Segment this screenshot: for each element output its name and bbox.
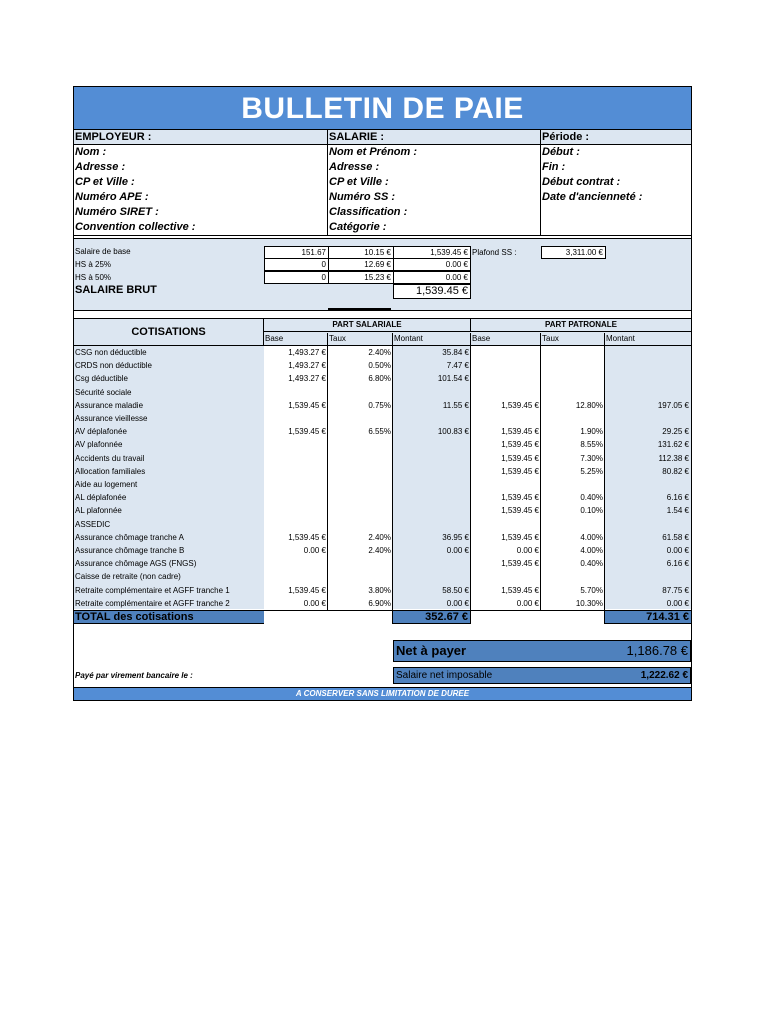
cotisation-st: 2.40% (368, 546, 391, 555)
cotisation-pt: 8.55% (580, 440, 603, 450)
total-patronal: 714.31 € (646, 611, 689, 623)
cotisation-pt: 4.00% (580, 532, 603, 542)
cotisation-pm: 29.25 € (662, 427, 689, 437)
salarie-adresse: Adresse : (329, 161, 380, 173)
cotisation-label: AL plafonnée (75, 506, 122, 516)
cotisation-label: Sécurité sociale (75, 387, 132, 397)
cotisation-sm: 58.50 € (442, 585, 469, 595)
plafond-ss-value: 3,311.00 € (541, 246, 606, 259)
payslip-sheet (73, 86, 692, 701)
cotisation-sm: 101.54 € (437, 374, 469, 384)
cotisation-pb: 1,539.45 € (501, 466, 539, 476)
cotisation-pb: 1,539.45 € (501, 440, 539, 450)
cotisation-label: AV plafonnée (75, 440, 123, 450)
cotisation-pt: 5.25% (580, 466, 603, 476)
plafond-ss-label: Plafond SS : (472, 248, 517, 257)
cotisation-pt: 4.00% (580, 546, 603, 555)
employeur-siret: Numéro SIRET : (75, 206, 159, 218)
salaire-base-qty: 151.67 (264, 246, 329, 259)
cotisation-pb: 1,539.45 € (501, 493, 539, 503)
periode-header: Période : (540, 130, 691, 145)
cotisation-pm: 80.82 € (662, 466, 689, 476)
cotisation-pm: 197.05 € (657, 400, 689, 410)
salarie-ss: Numéro SS : (329, 191, 396, 203)
salaire-base-amount: 1,539.45 € (393, 246, 471, 259)
cotisation-pm: 0.00 € (666, 546, 689, 555)
salarie-nom: Nom et Prénom : (329, 146, 418, 158)
cotisation-sm: 7.47 € (446, 361, 469, 371)
cotisation-label: Assurance chômage tranche B (75, 546, 185, 555)
cotisation-sb: 1,539.45 € (288, 400, 326, 410)
hs25-qty: 0 (264, 258, 329, 271)
cotisation-pt: 5.70% (580, 585, 603, 595)
cotisation-pb: 1,539.45 € (501, 506, 539, 516)
cotisation-pm: 0.00 € (666, 598, 689, 608)
cotisation-label: AV déplafonée (75, 427, 127, 437)
salaire-base-rate: 10.15 € (328, 246, 394, 259)
cotisation-pb: 1,539.45 € (501, 585, 539, 595)
employeur-cp-ville: CP et Ville : (75, 176, 135, 188)
cotisation-sb: 1,539.45 € (288, 427, 326, 437)
cotisation-label: Aide au logement (75, 480, 138, 489)
cotisation-st: 6.55% (368, 427, 391, 437)
part-patronale-title: PART PATRONALE (471, 319, 691, 332)
cotisation-pm: 1.54 € (666, 506, 689, 516)
footer-text: A CONSERVER SANS LIMITATION DE DUREE (295, 689, 470, 698)
cotisation-st: 0.75% (368, 400, 391, 410)
cotisation-label: CRDS non déductible (75, 361, 152, 371)
cotisation-pt: 0.40% (580, 493, 603, 503)
cotisation-pm: 87.75 € (662, 585, 689, 595)
col-taux-salarial: Taux (328, 333, 393, 346)
cotisation-pb: 1,539.45 € (501, 453, 539, 463)
cotisation-label: Retraite complémentaire et AGFF tranche 1 (75, 585, 230, 595)
employeur-adresse: Adresse : (75, 161, 126, 173)
cotisation-st: 2.40% (368, 532, 391, 542)
periode-anciennete: Date d'ancienneté : (542, 191, 643, 203)
cotisation-sm: 100.83 € (437, 427, 469, 437)
cotisation-pm: 61.58 € (662, 532, 689, 542)
cotisation-sm: 11.55 € (442, 400, 469, 410)
cotisation-label: Csg déductible (75, 374, 128, 384)
employeur-header: EMPLOYEUR : (74, 130, 327, 145)
cotisation-label: Assurance chômage AGS (FNGS) (75, 559, 197, 569)
salaire-brut-value: 1,539.45 € (393, 284, 471, 299)
periode-fin: Fin : (542, 161, 566, 173)
cotisation-sb: 1,539.45 € (288, 532, 326, 542)
cotisation-st: 6.80% (368, 374, 391, 384)
cotisation-label: Assurance chômage tranche A (75, 532, 184, 542)
cotisation-sm: 0.00 € (446, 598, 469, 608)
salaire-brut-label: SALAIRE BRUT (75, 284, 157, 296)
hs25-amount: 0.00 € (393, 258, 471, 271)
cotisation-label: Assurance maladie (75, 400, 144, 410)
cotisation-pt: 0.40% (580, 559, 603, 569)
salarie-classification: Classification : (329, 206, 408, 218)
cotisation-label: Assurance vieillesse (75, 414, 148, 423)
net-imposable-value: 1,222.62 € (640, 670, 688, 681)
cotisation-sb: 1,493.27 € (288, 348, 326, 357)
cotisation-sb: 0.00 € (303, 598, 326, 608)
part-salariale-title: PART SALARIALE (264, 319, 471, 332)
cotisation-pm: 6.16 € (666, 559, 689, 569)
cotisation-sm: 35.84 € (442, 348, 469, 357)
cotisations-title: COTISATIONS (74, 319, 264, 346)
hs50-qty: 0 (264, 271, 329, 284)
cotisation-sb: 0.00 € (303, 546, 326, 555)
col-montant-patronal: Montant (605, 333, 691, 346)
hs25-label: HS à 25% (75, 260, 112, 269)
cotisation-sm: 0.00 € (446, 546, 469, 555)
cotisation-pb: 0.00 € (516, 546, 539, 555)
periode-debut: Début : (542, 146, 580, 158)
net-a-payer-box (393, 640, 691, 662)
cotisation-sb: 1,539.45 € (288, 585, 326, 595)
hs25-rate: 12.69 € (328, 258, 394, 271)
cotisation-pm: 131.62 € (657, 440, 689, 450)
cotisation-pb: 0.00 € (516, 598, 539, 608)
cotisation-sb: 1,493.27 € (288, 361, 326, 371)
hs50-label: HS à 50% (75, 273, 112, 282)
cotisation-pt: 10.30% (575, 598, 603, 608)
salarie-cp-ville: CP et Ville : (329, 176, 389, 188)
hs50-amount: 0.00 € (393, 271, 471, 284)
cotisation-pt: 0.10% (580, 506, 603, 516)
col-taux-patronal: Taux (541, 333, 605, 346)
footer-band (74, 687, 691, 700)
cotisation-st: 3.80% (368, 585, 391, 595)
cotisation-pb: 1,539.45 € (501, 400, 539, 410)
salarie-categorie: Catégorie : (329, 221, 387, 233)
net-imposable-label: Salaire net imposable (396, 670, 493, 681)
cotisation-pm: 112.38 € (658, 453, 689, 463)
employeur-fields (74, 145, 327, 235)
cotisation-pb: 1,539.45 € (501, 532, 539, 542)
col-base-salarial: Base (264, 333, 328, 346)
cotisation-st: 0.50% (368, 361, 391, 371)
net-a-payer-label: Net à payer (396, 643, 467, 658)
cotisation-pt: 1.90% (580, 427, 603, 437)
total-salarial: 352.67 € (393, 610, 471, 624)
cotisation-label: Allocation familiales (75, 466, 146, 476)
cotisation-label: CSG non déductible (75, 348, 147, 357)
employeur-ape: Numéro APE : (75, 191, 149, 203)
cotisation-sm: 36.95 € (442, 532, 469, 542)
net-a-payer-value: 1,186.78 € (626, 643, 688, 658)
col-montant-salarial: Montant (393, 333, 471, 346)
cotisation-label: AL déplafonée (75, 493, 127, 503)
paye-virement-label: Payé par virement bancaire le : (75, 671, 193, 680)
cotisation-label: Accidents du travail (75, 453, 145, 463)
employeur-nom: Nom : (75, 146, 107, 158)
periode-debut-contrat: Début contrat : (542, 176, 621, 188)
cotisation-label: Retraite complémentaire et AGFF tranche 2 (75, 598, 230, 608)
document-title: BULLETIN DE PAIE (241, 92, 524, 125)
cotisation-label: Caisse de retraite (non cadre) (75, 572, 181, 582)
cotisation-label: ASSEDIC (75, 519, 111, 529)
cotisation-pt: 12.80% (575, 400, 603, 410)
periode-fields (541, 145, 691, 205)
salarie-header: SALARIE : (327, 130, 540, 145)
net-imposable-box (393, 667, 691, 684)
cotisation-pt: 7.30% (580, 453, 603, 463)
cotisation-sb: 1,493.27 € (288, 374, 326, 384)
employeur-convention: Convention collective : (75, 221, 196, 233)
cotisation-st: 2.40% (368, 348, 391, 357)
hs50-rate: 15.23 € (328, 271, 394, 284)
salarie-fields (328, 145, 540, 235)
total-label: TOTAL des cotisations (75, 611, 194, 623)
cotisation-pm: 6.16 € (666, 493, 689, 503)
col-base-patronal: Base (471, 333, 541, 346)
cotisation-pb: 1,539.45 € (501, 559, 539, 569)
cotisation-pb: 1,539.45 € (501, 427, 539, 437)
salaire-base-label: Salaire de base (75, 247, 131, 256)
title-band (74, 87, 691, 130)
cotisation-st: 6.90% (368, 598, 391, 608)
